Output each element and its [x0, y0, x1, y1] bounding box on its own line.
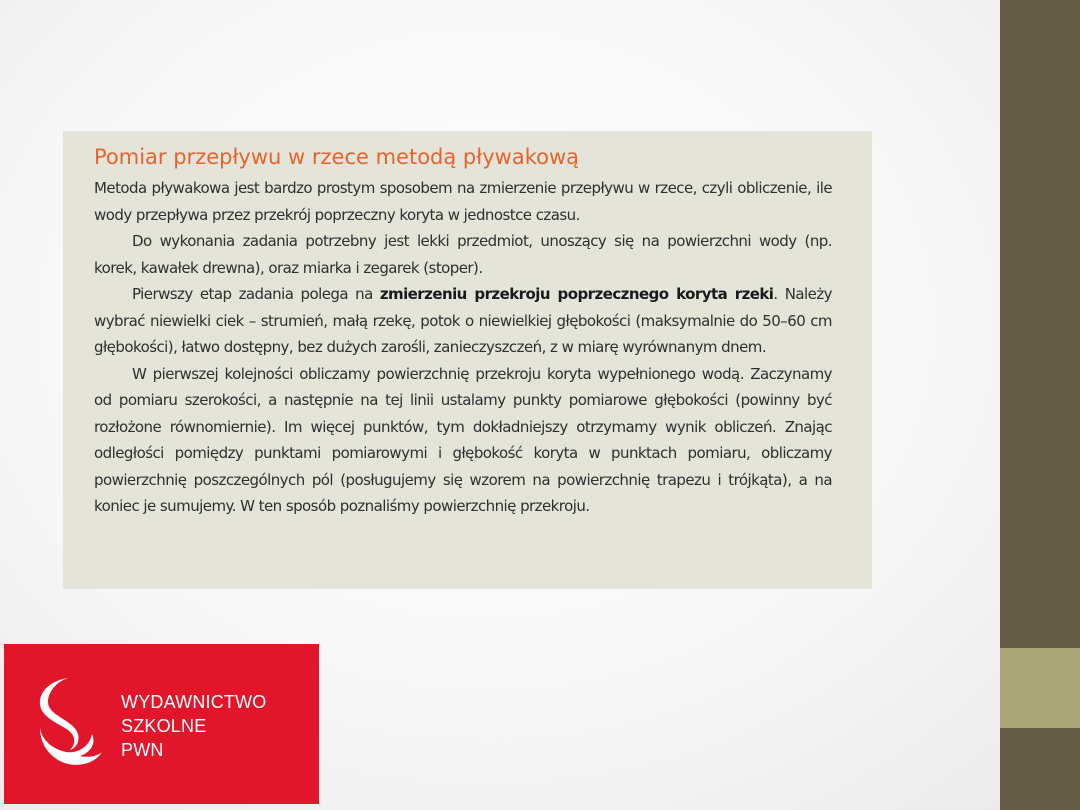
logo-line-3: PWN	[121, 740, 164, 760]
pwn-swan-icon	[34, 676, 104, 772]
right-accent-square	[1000, 648, 1080, 728]
box-body	[94, 175, 832, 520]
paragraph-1: Metoda pływakowa jest bardzo prostym sposobem na zmierzenie przepływu w rzece, czyli obliczenie, ile wody przepływa przez przekrój poprzeczny koryta w jednostce czasu.	[94, 179, 832, 224]
paragraph-3	[94, 281, 832, 361]
box-heading: Pomiar przepływu w rzece metodą pływakową	[94, 145, 579, 169]
logo-wordmark	[121, 690, 267, 762]
paragraph-2: Do wykonania zadania potrzebny jest lekki przedmiot, unoszący się na powierzchni wody (np. korek, kawałek drewna), oraz miarka i zegarek (stoper).	[94, 232, 832, 277]
logo-line-1: WYDAWNICTWO	[121, 692, 267, 712]
paragraph-3-intro: Pierwszy etap zadania polega na	[132, 285, 380, 303]
logo-line-2: SZKOLNE	[121, 716, 207, 736]
paragraph-3-rest: . Należy wybrać niewielki ciek – strumień, małą rzekę, potok o niewielkiej głębokości (maksymalnie do 50–60 cm głębokości), łatwo dostępny, bez dużych zarośli, zanieczyszczeń, z w miarę wyrównanym dnem.	[94, 285, 833, 356]
paragraph-4: W pierwszej kolejności obliczamy powierzchnię przekroju koryta wypełnionego wodą. Zaczynamy od pomiaru szerokości, a następnie na tej linii ustalamy punkty pomiarowe głębokości (powinny być rozłożone równomiernie). Im więcej punktów, tym dokładniejszy otrzymamy wynik obliczeń. Znając odległości pomiędzy punktami pomiarowymi i głębokość koryta w punktach pomiaru, obliczamy powierzchnię poszczególnych pól (posługujemy się wzorem na powierzchnię trapezu i trójkąta), a na koniec je sumujemy. W ten sposób poznaliśmy powierzchnię przekroju.	[94, 364, 832, 515]
paragraph-3-bold: zmierzeniu przekroju poprzecznego koryta rzeki	[379, 285, 774, 303]
publisher-logo	[4, 644, 319, 804]
text-box	[63, 131, 872, 589]
